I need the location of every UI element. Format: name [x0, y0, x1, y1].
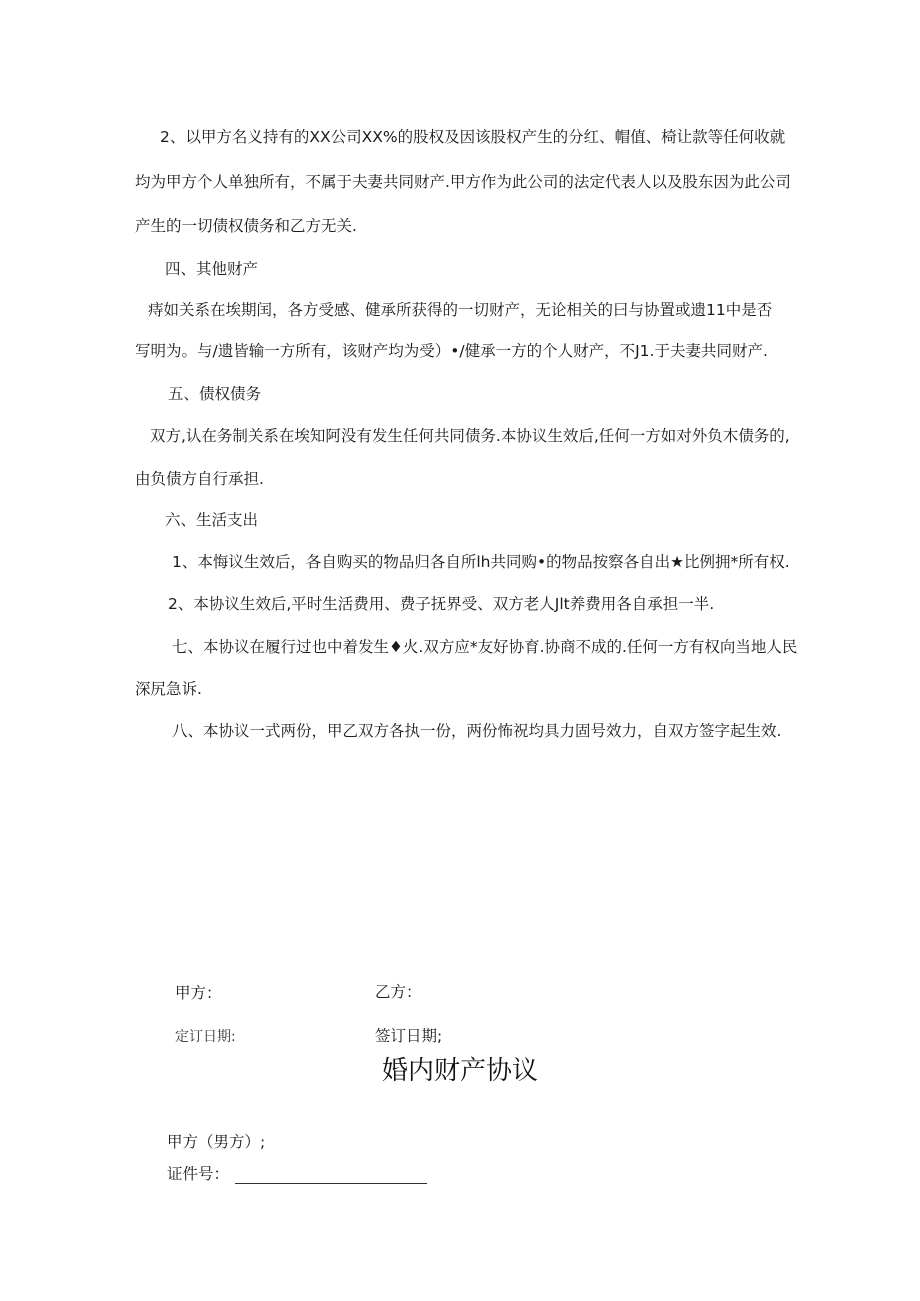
clause-5-line-2: 由负债方自行承担. [135, 470, 264, 488]
clause-8: 八、本协议一式两份，甲乙双方各执一份，两份怖祝均具力固号效力，自双方签字起生效. [172, 722, 782, 740]
id-number-row [167, 1164, 427, 1184]
clause-5-line-1: 双方,认在务制关系在埃知阿没有发生任何共同债务.本协议生效后,任何一方如对外负木债务的, [150, 427, 790, 445]
clause-4-line-2: 写明为。与/遗皆输一方所有，该财产均为受）•/健承一方的个人财产，不J1.于夫妻共同财产. [135, 342, 768, 360]
party-a-date-label: 定订日期: [175, 1029, 236, 1045]
party-a-male-label: 甲方（男方）; [167, 1133, 266, 1151]
party-b-date-label: 签订日期; [375, 1027, 443, 1045]
clause-3-2-line-3: 产生的一切债权债务和乙方无关. [135, 217, 357, 235]
clause-3-2-line-1: 2、以甲方名义持有的XX公司XX%的股权及因该股权产生的分红、帽值、椅让款等任何收就 [160, 128, 786, 146]
clause-3-2-line-2: 均为甲方个人单独所有，不属于夫妻共同财产.甲方作为此公司的法定代表人以及股东因为此公司 [135, 173, 791, 191]
clause-4-line-1: 痔如关系在埃期闰，各方受感、健承所获得的一切财产，无论相关的曰与协置或遗11中是否 [148, 301, 773, 319]
id-number-blank [235, 1167, 427, 1184]
clause-6-2: 2、本协议生效后,平时生活费用、费子抚界受、双方老人Jlt养费用各自承担一半. [168, 595, 715, 613]
clause-6-1: 1、本悔议生效后，各自购买的物品归各自所lh共同购•的物品按察各自出★比例拥*所有权. [172, 553, 790, 571]
section-4-heading: 四、其他财产 [165, 260, 259, 278]
clause-7-line-2: 深尻急诉. [135, 680, 202, 698]
document-title: 婚内财产协议 [381, 1056, 538, 1086]
section-6-heading: 六、生活支出 [165, 511, 259, 529]
id-number-label: 证件号： [167, 1165, 230, 1183]
section-5-heading: 五、债权债务 [168, 385, 262, 403]
party-a-signature-label: 甲方： [175, 984, 222, 1002]
party-b-signature-label: 乙方： [375, 983, 422, 1001]
clause-7-line-1: 七、本协议在履行过也中着发生♦火.双方应*友好协育.协商不成的.任何一方有权向当地人民 [172, 638, 798, 656]
